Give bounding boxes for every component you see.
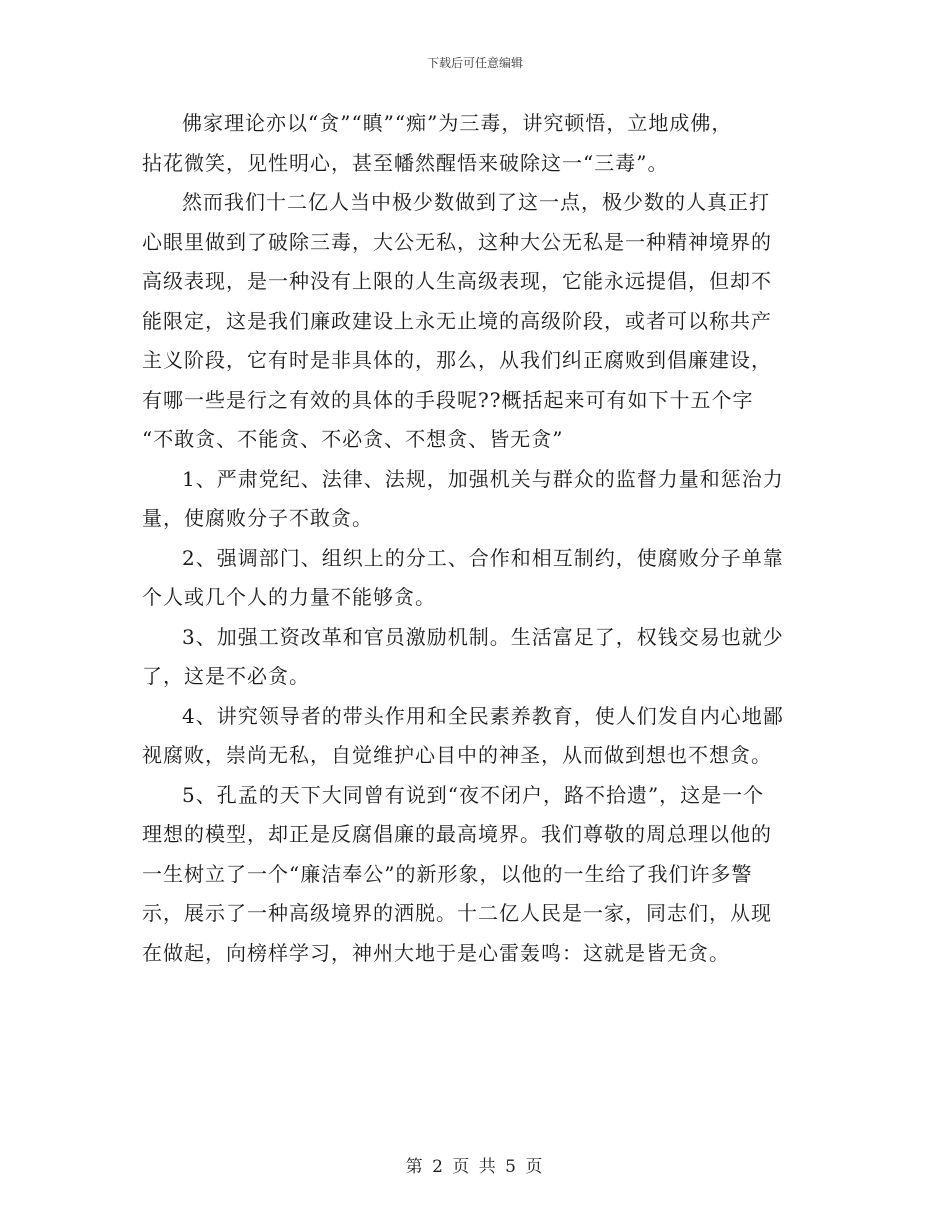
text-line: 高级表现，是一种没有上限的人生高级表现，它能永远提倡，但却不 bbox=[142, 269, 772, 293]
paragraph bbox=[142, 460, 808, 539]
text-line: 然而我们十二亿人当中极少数做到了这一点，极少数的人真正打 bbox=[182, 190, 770, 214]
text-line: 量，使腐败分子不敢贪。 bbox=[142, 506, 373, 530]
text-line: 能限定，这是我们廉政建设上永无止境的高级阶段，或者可以称共产 bbox=[142, 308, 772, 333]
paragraph bbox=[142, 618, 808, 697]
text-line: 视腐败，崇尚无私，自觉维护心目中的神圣，从而做到想也不想贪。 bbox=[142, 743, 772, 767]
text-line: 示，展示了一种高级境界的洒脱。十二亿人民是一家，同志们，从现 bbox=[142, 901, 772, 925]
text-line: 佛家理论亦以“贪”“瞋”“痴”为三毒，讲究顿悟，立地成佛， bbox=[182, 111, 733, 135]
text-line: 1、严肃党纪、法律、法规，加强机关与群众的监督力量和惩治力 bbox=[182, 466, 784, 491]
text-line: 3、加强工资改革和官员激励机制。生活富足了，权钱交易也就少 bbox=[182, 624, 784, 649]
paragraph bbox=[142, 776, 808, 974]
page-footer: 第 2 页 共 5 页 bbox=[405, 1157, 545, 1177]
paragraph bbox=[142, 104, 808, 183]
text-line: 5、孔孟的天下大同曾有说到“夜不闭户，路不拾遗”，这是一个 bbox=[182, 782, 765, 807]
page-header: 下载后可任意编辑 bbox=[426, 56, 523, 70]
paragraph bbox=[142, 539, 808, 618]
text-line: 拈花微笑，见性明心，甚至幡然醒悟来破除这一“三毒”。 bbox=[142, 150, 669, 175]
text-line: “不敢贪、不能贪、不必贪、不想贪、皆无贪” bbox=[142, 427, 564, 451]
text-line: 2、强调部门、组织上的分工、合作和相互制约，使腐败分子单靠 bbox=[182, 545, 784, 570]
text-line: 了，这是不必贪。 bbox=[142, 664, 310, 688]
text-line: 有哪一些是行之有效的具体的手段呢??概括起来可有如下十五个字 bbox=[142, 387, 754, 412]
document-body bbox=[142, 104, 808, 973]
paragraph bbox=[142, 697, 808, 776]
paragraph bbox=[142, 183, 808, 460]
text-line: 心眼里做到了破除三毒，大公无私，这种大公无私是一种精神境界的 bbox=[142, 229, 772, 254]
text-line: 4、讲究领导者的带头作用和全民素养教育，使人们发自内心地鄙 bbox=[182, 703, 784, 728]
text-line: 在做起，向榜样学习，神州大地于是心雷轰鸣：这就是皆无贪。 bbox=[142, 940, 730, 965]
text-line: 主义阶段，它有时是非具体的，那么，从我们纠正腐败到倡廉建设， bbox=[142, 348, 772, 372]
text-line: 个人或几个人的力量不能够贪。 bbox=[142, 585, 436, 609]
text-line: 一生树立了一个“廉洁奉公”的新形象，以他的一生给了我们许多警 bbox=[142, 861, 753, 886]
text-line: 理想的模型，却正是反腐倡廉的最高境界。我们尊敬的周总理以他的 bbox=[142, 822, 772, 846]
